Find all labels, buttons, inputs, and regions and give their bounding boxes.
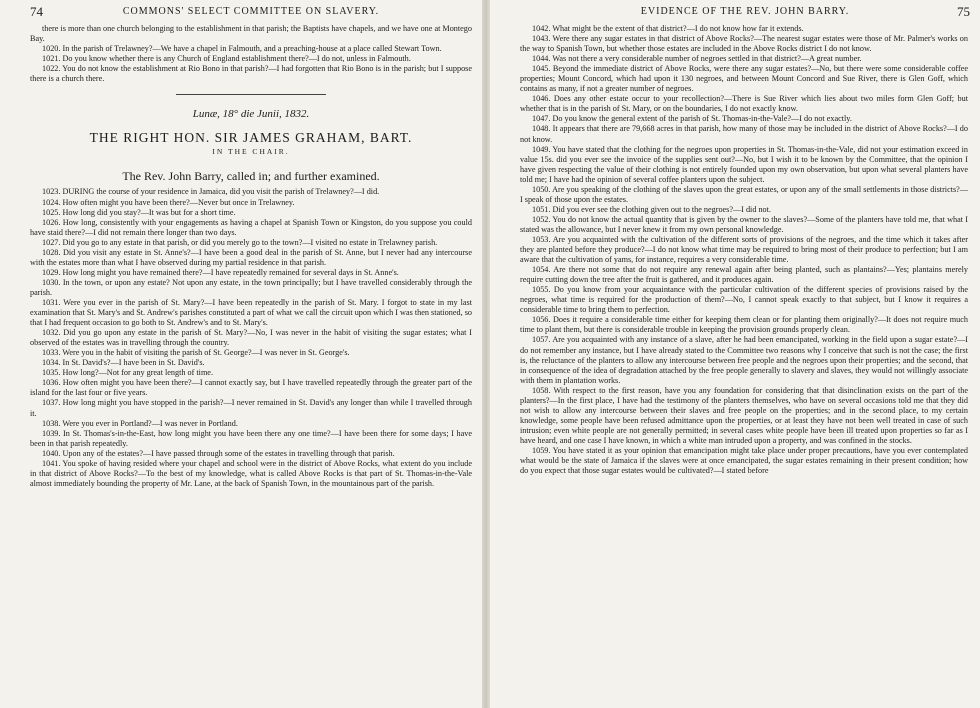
paragraph: 1026. How long, consistently with your engagements as having a chapel at Spanish Town or Kingston, do you suppose you could have staid there?—I did not remain there longer than two days. bbox=[30, 217, 472, 237]
paragraph: 1051. Did you ever see the clothing given out to the negroes?—I did not. bbox=[532, 204, 771, 214]
paragraph: 1057. Are you acquainted with any instance of a slave, after he had been emancipated, working in the field upon a sugar estate?—I do not remember any instance, but I have already stated to the Committee two reasons why I conceive that such is not the case; the first is, the reluctance of the planters to allow any intercourse between free people and the negroes upon their properties; and the second, that in consequence of the idea of degradation attached by the free people generally to slavery and slaves, they would not willingly associate with them in plantation works. bbox=[520, 335, 968, 385]
right-running-head: EVIDENCE OF THE REV. JOHN BARRY. bbox=[640, 6, 850, 17]
paragraph: 1039. In St. Thomas's-in-the-East, how long might you have been there any one time?—I have been there for some days; I have been in that parish repeatedly. bbox=[30, 428, 472, 448]
paragraph: 1029. How long might you have remained there?—I have repeatedly remained for several days in St. Anne's. bbox=[42, 267, 399, 277]
left-intro-block bbox=[30, 24, 472, 84]
paragraph: 1028. Did you visit any estate in St. Anne's?—I have been a good deal in the parish of St. Anne, but I never had any intercourse with the estates more than what I have observed during my partial residence in that parish. bbox=[30, 247, 472, 267]
right-page bbox=[490, 0, 980, 708]
paragraph: 1036. How often might you have been there?—I cannot exactly say, but I have travelled repeatedly through the greater part of the island for the last four or five years. bbox=[30, 378, 472, 398]
paragraph: 1033. Were you in the habit of visiting the parish of St. George?—I was never in St. George's. bbox=[42, 348, 350, 358]
paragraph: 1053. Are you acquainted with the cultivation of the different sorts of provisions of the negroes, and the time which it takes after they are planted before they produce?—I do not know what time may be required to bring most of their produce to perfection; but I am aware that the cultivation of yams, for instance, requires a very considerable time. bbox=[520, 234, 968, 265]
right-page-header bbox=[520, 4, 970, 22]
paragraph: 1043. Were there any sugar estates in that district of Above Rocks?—The nearest sugar estates were those of Mr. Palmer's works on the way to Spanish Town, but whether those estates are included in the Above Rocks district I do not know. bbox=[520, 34, 968, 54]
date-rule-divider bbox=[176, 94, 326, 95]
chair-subtitle: IN THE CHAIR. bbox=[212, 147, 290, 157]
left-page-header bbox=[30, 4, 472, 22]
paragraph: 1055. Do you know from your acquaintance with the particular cultivation of the different species of provisions raised by the negroes, what time is required for the production of them?—No, I cannot speak exactly to that subject, but I know it requires a considerable time to bring them to perfection. bbox=[520, 285, 968, 315]
paragraph: 1027. Did you go to any estate in that parish, or did you merely go to the town?—I visited no estate in Trelawney parish. bbox=[42, 237, 438, 247]
paragraph: 1041. You spoke of having resided where your chapel and school were in the district of Above Rocks, what extent do you include in that district of Above Rocks?—To the best of my knowledge, what is called Above Rocks is that part of St. Thomas-in-the-Vale almost immediately bounding the property of Mr. Lane, at the back of Spanish Town, in the mountainous part of the parish. bbox=[30, 458, 472, 488]
paragraph: 1054. Are there not some that do not require any renewal again after being planted, such as plantains?—Yes; plantains merely require cutting down the tree after the fruit is gathered, and it produces again. bbox=[520, 265, 968, 285]
paragraph: 1020. In the parish of Trelawney?—We have a chapel in Falmouth, and a preaching-house at a place called Stewart Town. bbox=[42, 44, 442, 54]
left-page bbox=[0, 0, 482, 708]
witness-line: The Rev. John Barry, called in; and further examined. bbox=[122, 169, 380, 184]
paragraph: 1022. You do not know the establishment at Rio Bono in that parish?—I had forgotten that Rio Bono is in the parish; but I suppose there is a church there. bbox=[30, 64, 472, 84]
paragraph: 1058. With respect to the first reason, have you any foundation for considering that that disinclination exists on the part of the planters?—In the first place, I have had the testimony of the planters themselves, who have on several occasions told me that they did not wish to allow any intercourse between their slaves and free people on the properties; and in the second place, to my certain knowledge, some people have been refused admittance upon the properties, or at least they have not been well treated in case of such intrusion; even white people are not generally permitted; in several cases white people have been ill treated upon properties so far as I have heard, and one case I have known, in which a white man intruded upon a property, and was confined in the stocks. bbox=[520, 385, 968, 445]
right-page-number: 75 bbox=[957, 4, 970, 19]
paragraph: 1046. Does any other estate occur to your recollection?—There is Sue River which lies about two miles form Glen Goff; but whether that is in the parish of St. Mary, or on the boundaries, I do not exactly know. bbox=[520, 94, 968, 114]
paragraph: 1040. Upon any of the estates?—I have passed through some of the estates in travelling through that parish. bbox=[42, 448, 395, 458]
paragraph: 1038. Were you ever in Portland?—I was never in Portland. bbox=[42, 418, 238, 428]
paragraph: 1045. Beyond the immediate district of Above Rocks, were there any sugar estates?—No, but there were some considerable coffee properties; Mount Concord, which had upon it 130 negroes, and between Mount Concord and Sue River, there is Glen Goff, which contains as many, if not a greater number of negroes. bbox=[520, 64, 968, 94]
paragraph: 1021. Do you know whether there is any Church of England establishment there?—I do not, unless in Falmouth. bbox=[42, 54, 411, 64]
paragraph: 1050. Are you speaking of the clothing of the slaves upon the great estates, or upon any of the small settlements in those districts?—I speak of those upon the estates. bbox=[520, 184, 968, 204]
chair-name: THE RIGHT HON. SIR JAMES GRAHAM, BART. bbox=[89, 130, 413, 146]
paragraph: 1030. In the town, or upon any estate? Not upon any estate, in the town principally; but I have travelled considerably through the parish. bbox=[30, 277, 472, 297]
book-gutter bbox=[482, 0, 490, 708]
left-running-head: COMMONS' SELECT COMMITTEE ON SLAVERY. bbox=[122, 6, 380, 17]
left-paragraphs bbox=[30, 187, 472, 488]
paragraph: 1056. Does it require a considerable time either for keeping them clean or for planting them originally?—It does not require much time to plant them, but there is considerable trouble in keeping the provision grounds properly clean. bbox=[520, 315, 968, 335]
paragraph: 1035. How long?—Not for any great length of time. bbox=[42, 368, 213, 378]
paragraph: 1048. It appears that there are 79,668 acres in that parish, how many of those may be included in the district of Above Rocks?—I do not know. bbox=[520, 124, 968, 144]
paragraph: 1047. Do you know the general extent of the parish of St. Thomas-in-the-Vale?—I do not exactly. bbox=[532, 114, 852, 124]
right-paragraphs bbox=[520, 24, 968, 476]
paragraph: 1032. Did you go upon any estate in the parish of St. Mary?—No, I was never in the habit of visiting the sugar estates; what I observed of the estates was in travelling through the country. bbox=[30, 328, 472, 348]
right-page-body bbox=[520, 24, 968, 476]
paragraph: 1023. DURING the course of your residence in Jamaica, did you visit the parish of Trelawney?—I did. bbox=[42, 187, 380, 197]
paragraph: 1044. Was not there a very considerable number of negroes settled in that district?—A great number. bbox=[532, 54, 862, 64]
paragraph: 1059. You have stated it as your opinion that emancipation might take place under proper precautions, have you ever contemplated what would be the state of Jamaica if the slaves were at once emancipated, the sugar estates remaining in their present condition; how do you expect that those sugar estates would be cultivated?—I stated before bbox=[520, 445, 968, 476]
session-date: Lunæ, 18° die Junii, 1832. bbox=[192, 108, 310, 121]
paragraph: 1024. How often might you have been there?—Never but once in Trelawney. bbox=[42, 197, 295, 207]
paragraph: 1025. How long did you stay?—It was but for a short time. bbox=[42, 207, 236, 217]
paragraph: there is more than one church belonging to the establishment in that parish; the Baptists have chapels, and we have one at Montego Bay. bbox=[30, 24, 472, 44]
paragraph: 1034. In St. David's?—I have been in St. David's. bbox=[42, 358, 205, 368]
paragraph: 1052. You do not know the actual quantity that is given by the owner to the slaves?—Some of the planters have told me, that what I stated was the allowance, but I never knew it from my own personal knowledge. bbox=[520, 214, 968, 234]
left-page-body bbox=[30, 24, 472, 489]
paragraph: 1042. What might be the extent of that district?—I do not know how far it extends. bbox=[532, 24, 804, 33]
left-page-number: 74 bbox=[30, 4, 43, 19]
paragraph: 1049. You have stated that the clothing for the negroes upon properties in St. Thomas-in-the-Vale, did not your estimation exceed in value 15s. did you ever see the invoice of the supplies sent out?—No, but I wish it to be known by the Committee, that the opinion I have given respecting the value of their clothing is not entirely founded upon my own observation, but upon what several planters have told me; I have had the opinion of several coffee planters upon the subject. bbox=[520, 144, 968, 184]
paragraph: 1037. How long might you have stopped in the parish?—I never remained in St. David's any longer than while I travelled through it. bbox=[30, 398, 472, 418]
paragraph: 1031. Were you ever in the parish of St. Mary?—I have been repeatedly in the parish of St. Mary. I forgot to state in my last examination that St. Mary's and St. Andrew's parishes constituted a part of what we call the circuit upon which I was then stationed, so that I had frequent occasion to go both to St. Andrew's and to St. Mary's. bbox=[30, 297, 472, 328]
